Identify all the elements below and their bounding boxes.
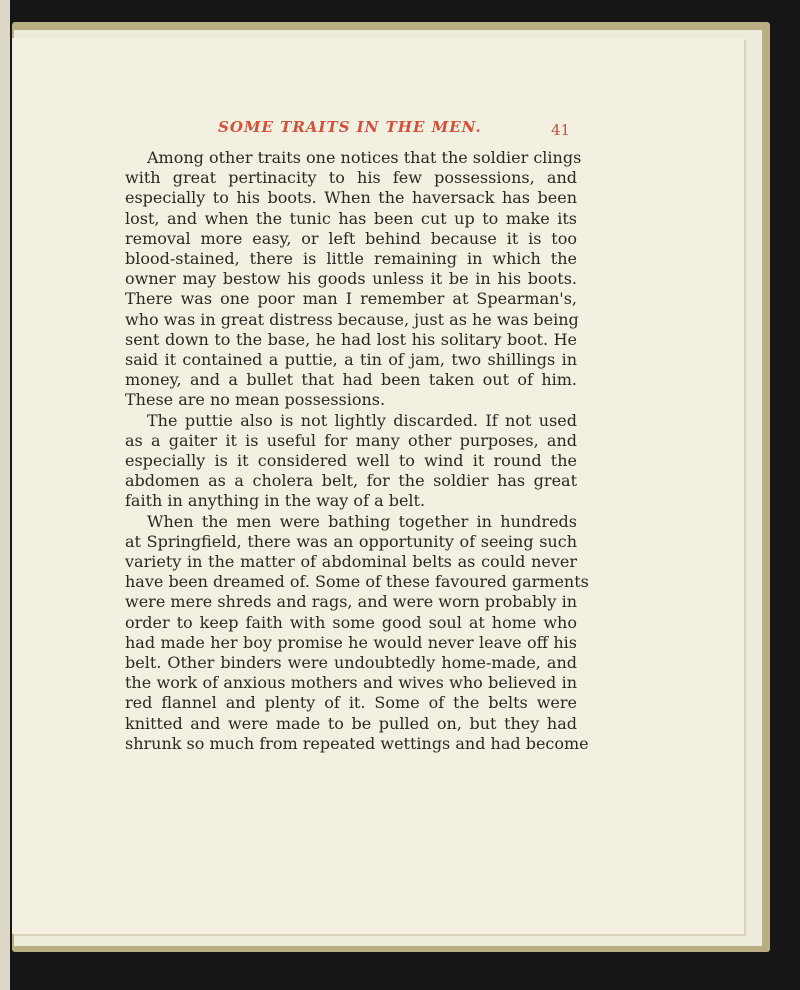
text-line: the work of anxious mothers and wives who believed in <box>125 673 577 693</box>
text-line: sent down to the base, he had lost his solitary boot. He <box>125 329 577 349</box>
text-line: owner may bestow his goods unless it be in his boots. <box>125 269 577 289</box>
text-line: said it contained a puttie, a tin of jam, two shillings in <box>125 350 577 370</box>
text-line: with great pertinacity to his few possessions, and <box>125 168 577 188</box>
page-number: 41 <box>551 121 571 139</box>
text-line: blood-stained, there is little remaining in which the <box>125 249 577 269</box>
text-line: at Springfield, there was an opportunity of seeing such <box>125 531 577 551</box>
adjacent-page-edge <box>0 0 10 990</box>
text-line: especially to his boots. When the haversack has been <box>125 188 577 208</box>
text-line: knitted and were made to be pulled on, but they had <box>125 713 577 733</box>
text-line: as a gaiter it is useful for many other purposes, and <box>125 430 577 450</box>
text-line: belt. Other binders were undoubtedly home-made, and <box>125 653 577 673</box>
text-line: red flannel and plenty of it. Some of the belts were <box>125 693 577 713</box>
text-line: abdomen as a cholera belt, for the soldier has great <box>125 471 577 491</box>
text-line: order to keep faith with some good soul at home who <box>125 612 577 632</box>
text-line: removal more easy, or left behind because it is too <box>125 228 577 248</box>
text-line: especially is it considered well to wind it round the <box>125 451 577 471</box>
text-line: lost, and when the tunic has been cut up to make its <box>125 208 577 228</box>
text-line: The puttie also is not lightly discarded. If not used <box>147 410 577 430</box>
text-line: faith in anything in the way of a belt. <box>125 491 426 511</box>
text-line: These are no mean possessions. <box>125 390 386 410</box>
text-line: who was in great distress because, just as he was being <box>125 309 579 329</box>
text-line: had made her boy promise he would never leave off his <box>125 632 577 652</box>
text-line: variety in the matter of abdominal belts as could never <box>125 552 577 572</box>
running-head: SOME TRAITS IN THE MEN. <box>218 118 482 136</box>
text-line: money, and a bullet that had been taken out of him. <box>125 370 577 390</box>
text-line: shrunk so much from repeated wettings and had become <box>125 733 589 753</box>
body-text <box>125 148 589 754</box>
text-line: Among other traits one notices that the soldier clings <box>147 148 582 167</box>
text-line: When the men were bathing together in hundreds <box>147 511 577 531</box>
text-line: were mere shreds and rags, and were worn probably in <box>125 592 577 612</box>
text-line: There was one poor man I remember at Spearman's, <box>125 289 577 309</box>
text-line: have been dreamed of. Some of these favoured garments <box>125 572 589 592</box>
